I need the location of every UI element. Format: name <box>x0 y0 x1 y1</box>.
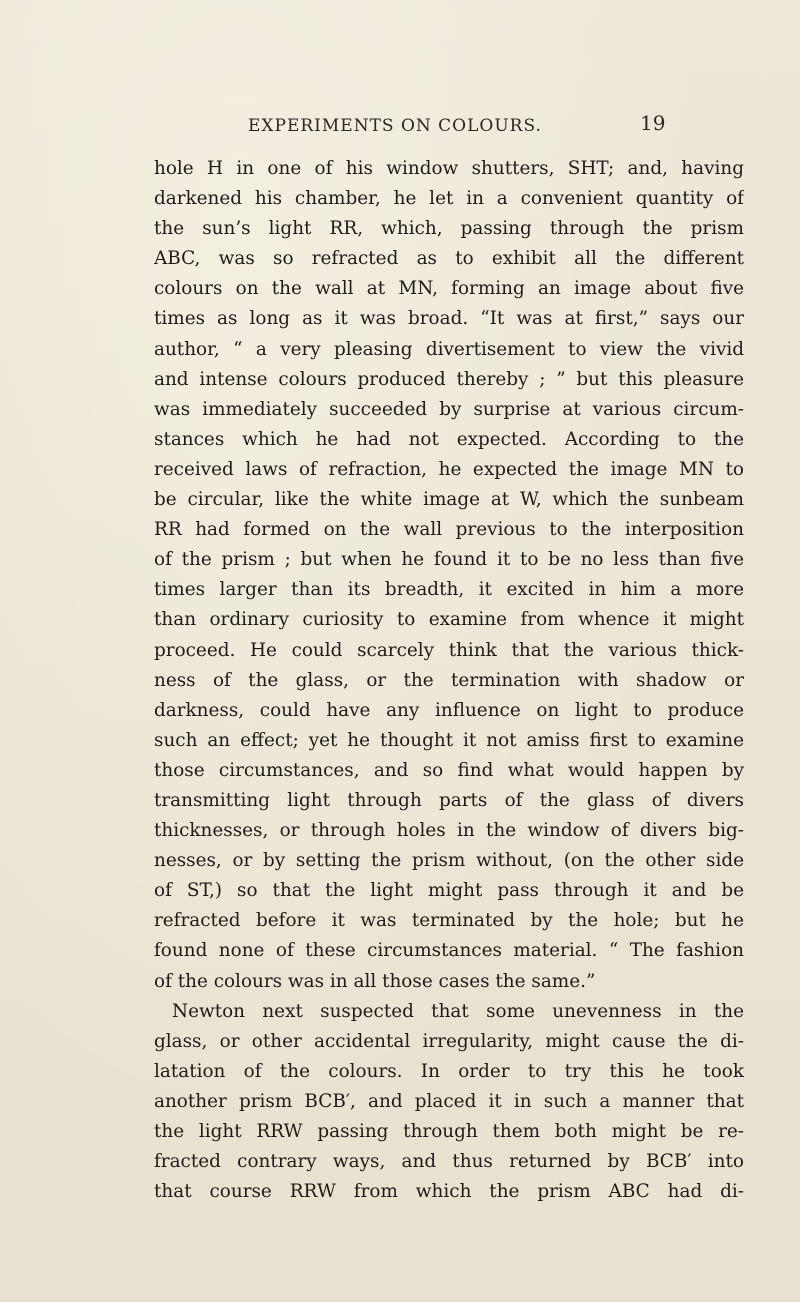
text-line: refracted before it was terminated by the hole; but he <box>154 910 744 932</box>
text-line: nesses, or by setting the prism without, (on the other side <box>154 850 744 872</box>
text-line: received laws of refraction, he expected the image MN to <box>154 458 744 480</box>
text-line: than ordinary curiosity to examine from whence it might <box>154 609 744 631</box>
text-line: times as long as it was broad. “It was at first,” says our <box>154 308 744 330</box>
body-text <box>154 154 744 1207</box>
text-line: RR had formed on the wall previous to the interposition <box>154 519 744 541</box>
text-line: ABC, was so refracted as to exhibit all the different <box>154 248 744 270</box>
text-line: proceed. He could scarcely think that the various thick- <box>154 639 744 661</box>
paragraph-end-line: of the colours was in all those cases the same.” <box>154 970 596 992</box>
page-number: 19 <box>640 111 666 135</box>
text-line: of ST,) so that the light might pass through it and be <box>154 880 744 902</box>
text-line: ness of the glass, or the termination with shadow or <box>154 669 744 691</box>
text-line: be circular, like the white image at W, which the sunbeam <box>154 489 744 511</box>
text-line: such an effect; yet he thought it not amiss first to examine <box>154 729 744 751</box>
text-line: another prism BCB′, and placed it in such a manner that <box>154 1090 744 1112</box>
text-line: and intense colours produced thereby ; ” but this pleasure <box>154 368 744 390</box>
text-line: that course RRW from which the prism ABC had di- <box>154 1181 744 1203</box>
running-head: EXPERIMENTS ON COLOURS. <box>248 116 542 136</box>
text-line: hole H in one of his window shutters, SHT; and, having <box>154 158 744 179</box>
text-line: stances which he had not expected. According to the <box>154 428 744 450</box>
text-line: those circumstances, and so find what would happen by <box>154 759 744 781</box>
text-line: glass, or other accidental irregularity, might cause the di- <box>154 1030 744 1052</box>
text-line: latation of the colours. In order to try this he took <box>154 1060 744 1082</box>
text-line: was immediately succeeded by surprise at various circum- <box>154 398 744 420</box>
text-line: transmitting light through parts of the glass of divers <box>154 789 744 811</box>
text-line: of the prism ; but when he found it to be no less than five <box>154 549 744 571</box>
text-line: colours on the wall at MN, forming an image about five <box>154 278 744 300</box>
text-line: fracted contrary ways, and thus returned by BCB′ into <box>154 1151 744 1173</box>
text-line: the sun’s light RR, which, passing through the prism <box>154 218 744 240</box>
text-line: thicknesses, or through holes in the window of divers big- <box>154 820 744 842</box>
text-line: author, “ a very pleasing divertisement to view the vivid <box>154 338 744 360</box>
text-line: darkened his chamber, he let in a convenient quantity of <box>154 188 744 210</box>
text-line: times larger than its breadth, it excited in him a more <box>154 579 744 601</box>
paragraph-start-line: Newton next suspected that some unevenness in the <box>172 1000 744 1022</box>
text-line: the light RRW passing through them both might be re- <box>154 1121 744 1142</box>
text-line: found none of these circumstances material. “ The fashion <box>154 940 744 962</box>
text-line: darkness, could have any influence on light to produce <box>154 699 744 721</box>
